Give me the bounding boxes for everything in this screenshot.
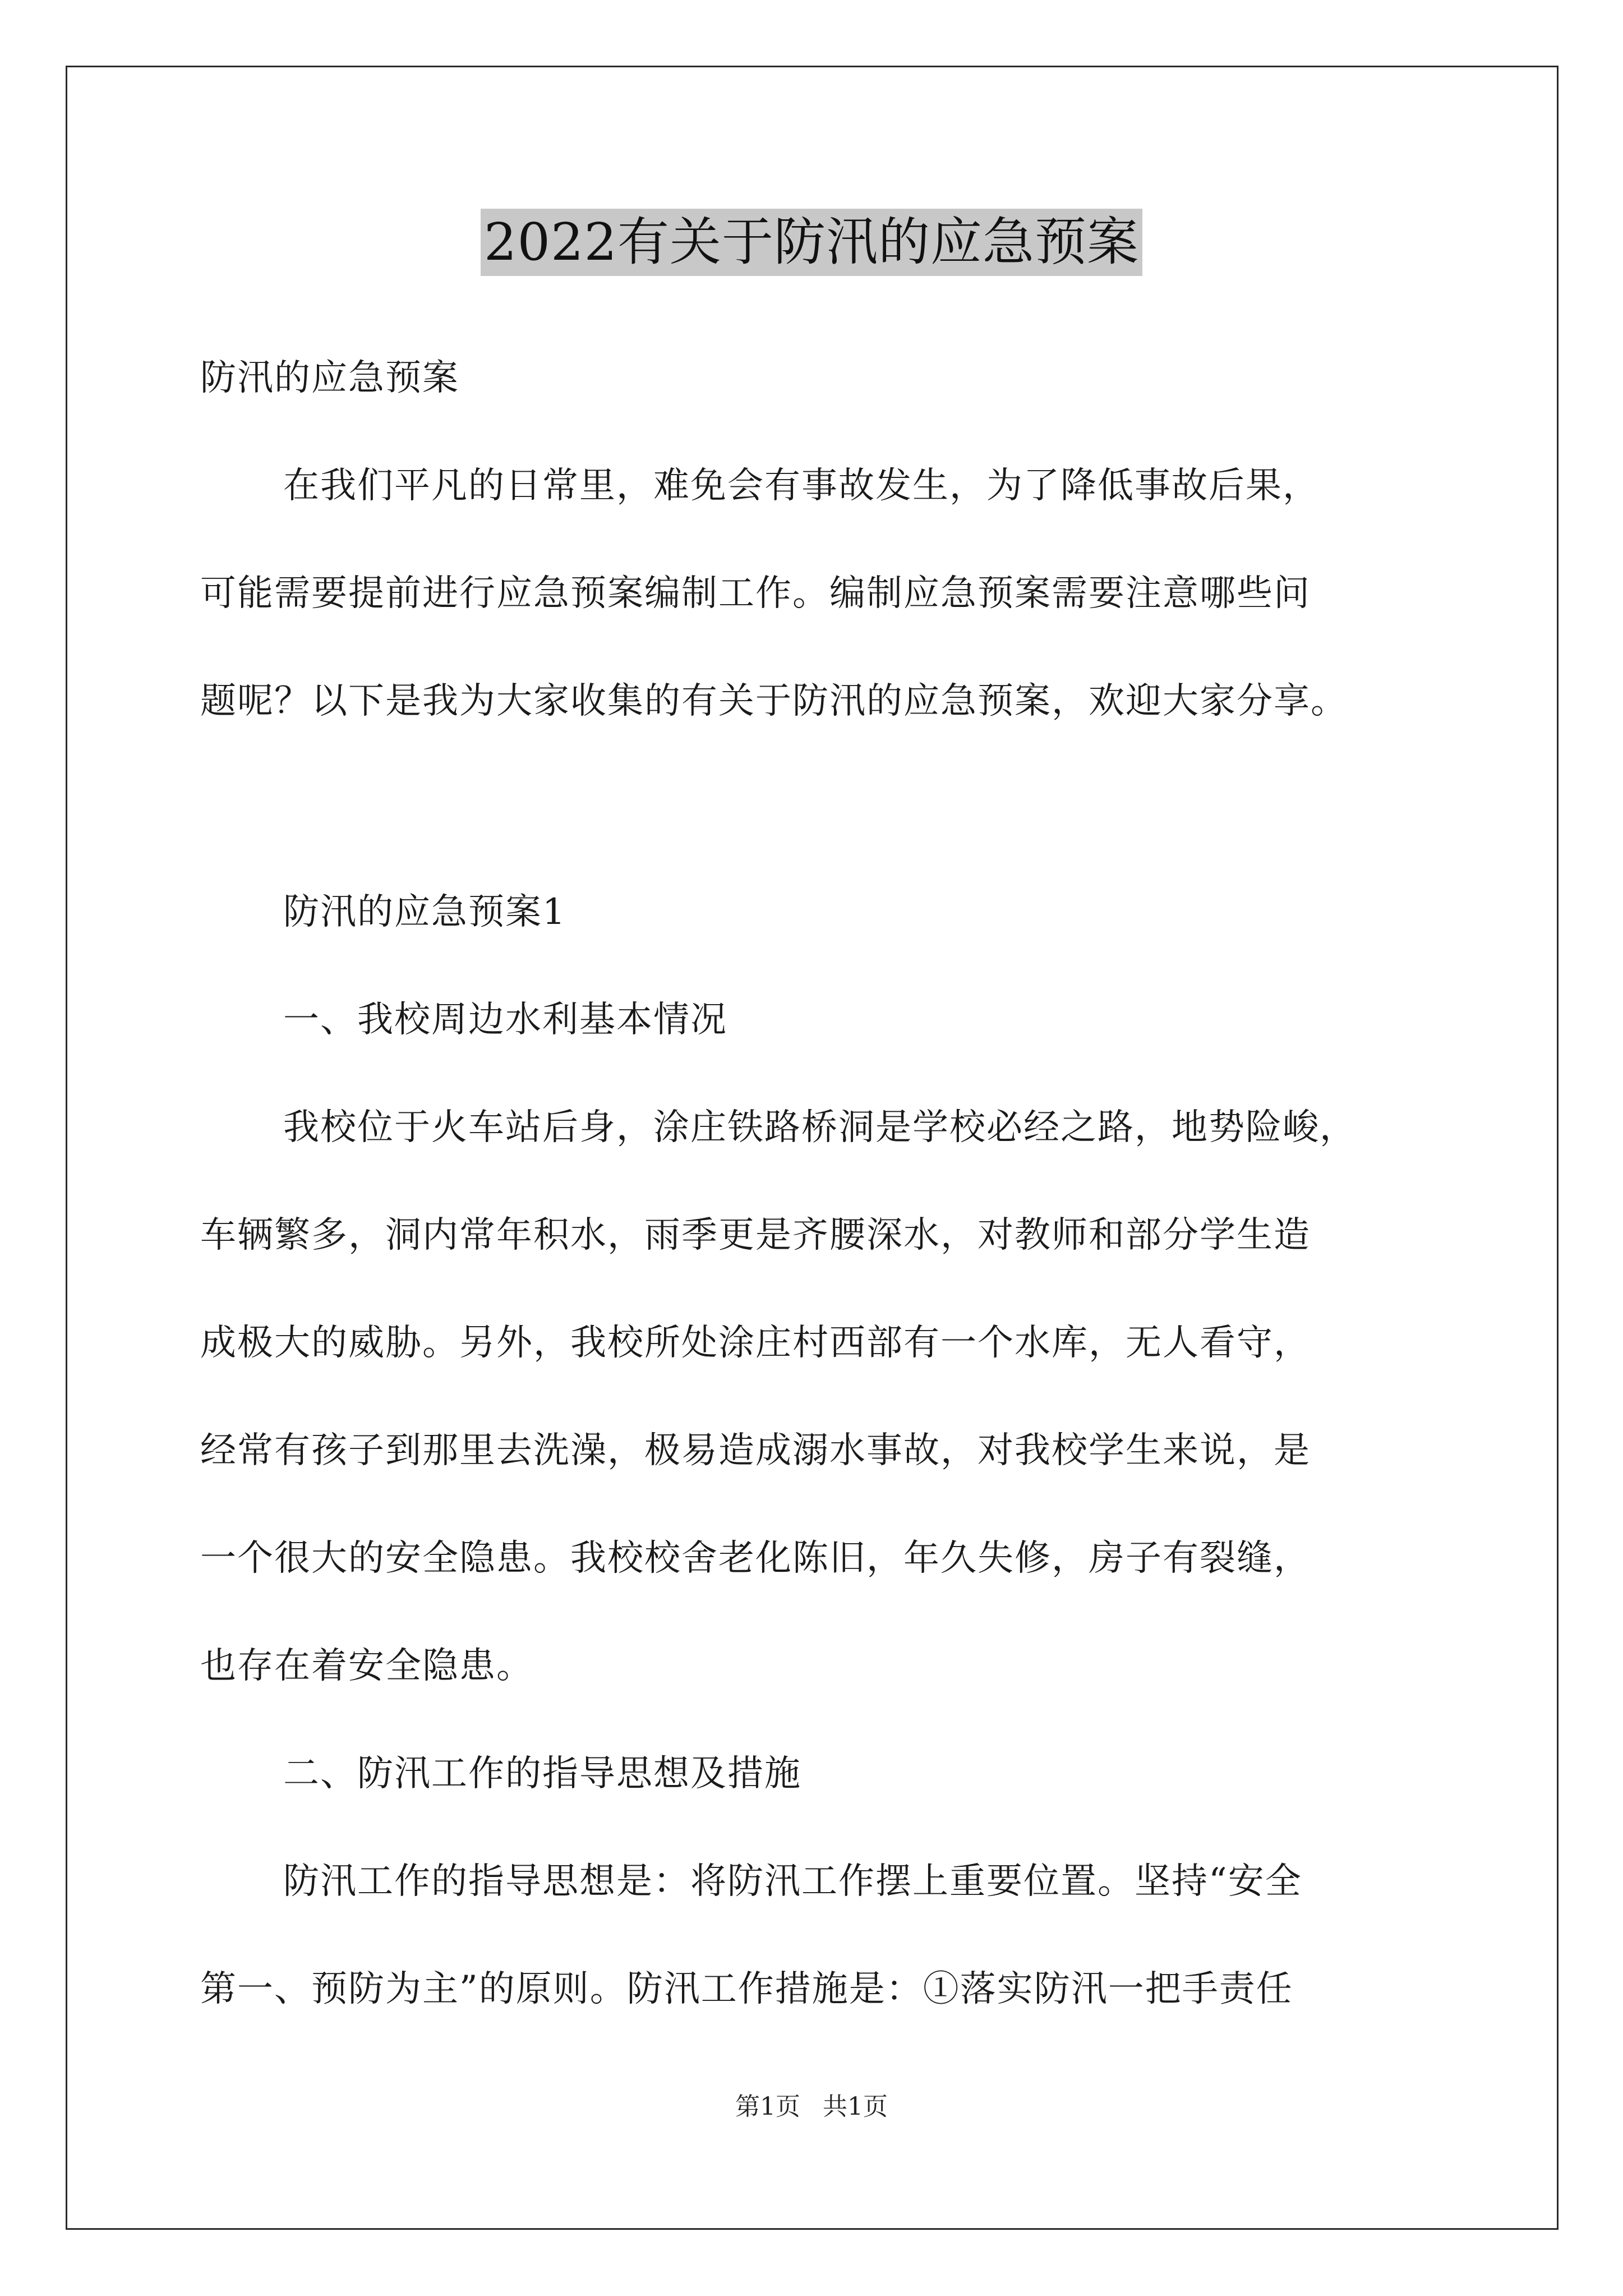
subtitle-line: 防汛的应急预案 (200, 357, 459, 399)
section-heading: 防汛的应急预案1 (283, 891, 566, 933)
paragraph-line: 经常有孩子到那里去洗澡，极易造成溺水事故，对我校学生来说，是 (200, 1430, 1311, 1471)
paragraph-line: 可能需要提前进行应急预案编制工作。编制应急预案需要注意哪些问 (200, 573, 1311, 614)
paragraph-line: 防汛工作的指导思想是：将防汛工作摆上重要位置。坚持“安全 (283, 1861, 1302, 1902)
paragraph-line: 题呢？以下是我为大家收集的有关于防汛的应急预案，欢迎大家分享。 (200, 680, 1348, 722)
paragraph-line: 第一、预防为主”的原则。防汛工作措施是：①落实防汛一把手责任 (200, 1968, 1293, 2010)
section-heading: 一、我校周边水利基本情况 (283, 999, 727, 1041)
paragraph-line: 也存在着安全隐患。 (200, 1645, 533, 1687)
title-container (0, 209, 1623, 276)
paragraph-line: 成极大的威胁。另外，我校所处涂庄村西部有一个水库，无人看守， (200, 1322, 1311, 1364)
paragraph-line: 在我们平凡的日常里，难免会有事故发生，为了降低事故后果， (283, 465, 1320, 507)
page-number-total: 共1页 (823, 2092, 888, 2121)
page-footer (0, 2091, 1623, 2123)
page-number-current: 第1页 (735, 2092, 800, 2121)
paragraph-line: 我校位于火车站后身，涂庄铁路桥洞是学校必经之路，地势险峻， (283, 1107, 1357, 1148)
section-heading: 二、防汛工作的指导思想及措施 (283, 1753, 801, 1795)
paragraph-line: 车辆繁多，洞内常年积水，雨季更是齐腰深水，对教师和部分学生造 (200, 1214, 1311, 1256)
document-title: 2022有关于防汛的应急预案 (481, 209, 1142, 276)
paragraph-line: 一个很大的安全隐患。我校校舍老化陈旧，年久失修，房子有裂缝， (200, 1538, 1311, 1579)
